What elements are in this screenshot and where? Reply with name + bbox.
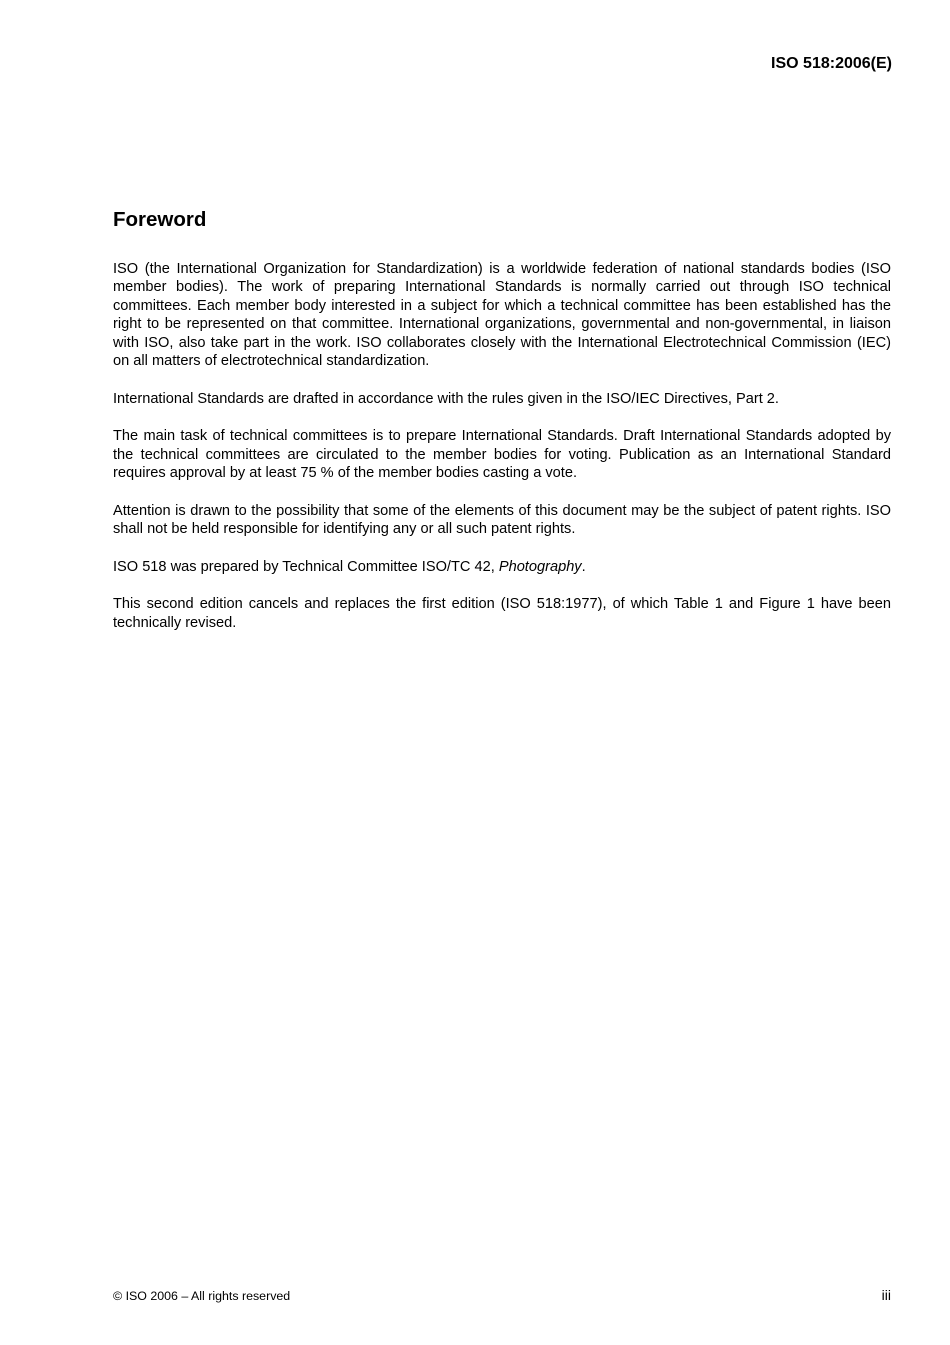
paragraph-prepared-by xyxy=(113,558,891,577)
committee-title: Photography xyxy=(498,558,582,575)
prepared-by-text: ISO 518 was prepared by Technical Committee ISO/TC 42, xyxy=(113,558,499,575)
paragraph-edition-note: This second edition cancels and replaces the first edition (ISO 518:1977), of which Table 1 and Figure 1 have been technically revised. xyxy=(113,596,891,631)
page-number: iii xyxy=(881,1287,891,1303)
paragraph-iso-intro: ISO (the International Organization for Standardization) is a worldwide federation of national standards bodies (ISO member bodies). The work of preparing International Standards is normally carried out through ISO technical committees. Each member body interested in a subject for which a technical committee has been established has the right to be represented on that committee. International organizations, governmental and non-governmental, in liaison with ISO, also take part in the work. ISO collaborates closely with the International Electrotechnical Commission (IEC) on all matters of electrotechnical standardization. xyxy=(113,260,891,370)
copyright-notice: © ISO 2006 – All rights reserved xyxy=(113,1289,291,1303)
foreword-section xyxy=(113,208,891,651)
paragraph-patent-rights: Attention is drawn to the possibility that some of the elements of this document may be the subject of patent rights. ISO shall not be held responsible for identifying any or all such patent rights. xyxy=(113,502,891,538)
paragraph-main-task: The main task of technical committees is to prepare International Standards. Draft International Standards adopted by the technical committees are circulated to the member bodies for voting. Publication as an International Standard requires approval by at least 75 % of the member bodies casting a vote. xyxy=(113,428,891,482)
prepared-by-suffix: . xyxy=(581,558,586,575)
document-reference: ISO 518:2006(E) xyxy=(771,55,892,72)
paragraph-directives: International Standards are drafted in accordance with the rules given in the ISO/IEC Directives, Part 2. xyxy=(113,390,779,407)
page-title: Foreword xyxy=(113,208,207,231)
